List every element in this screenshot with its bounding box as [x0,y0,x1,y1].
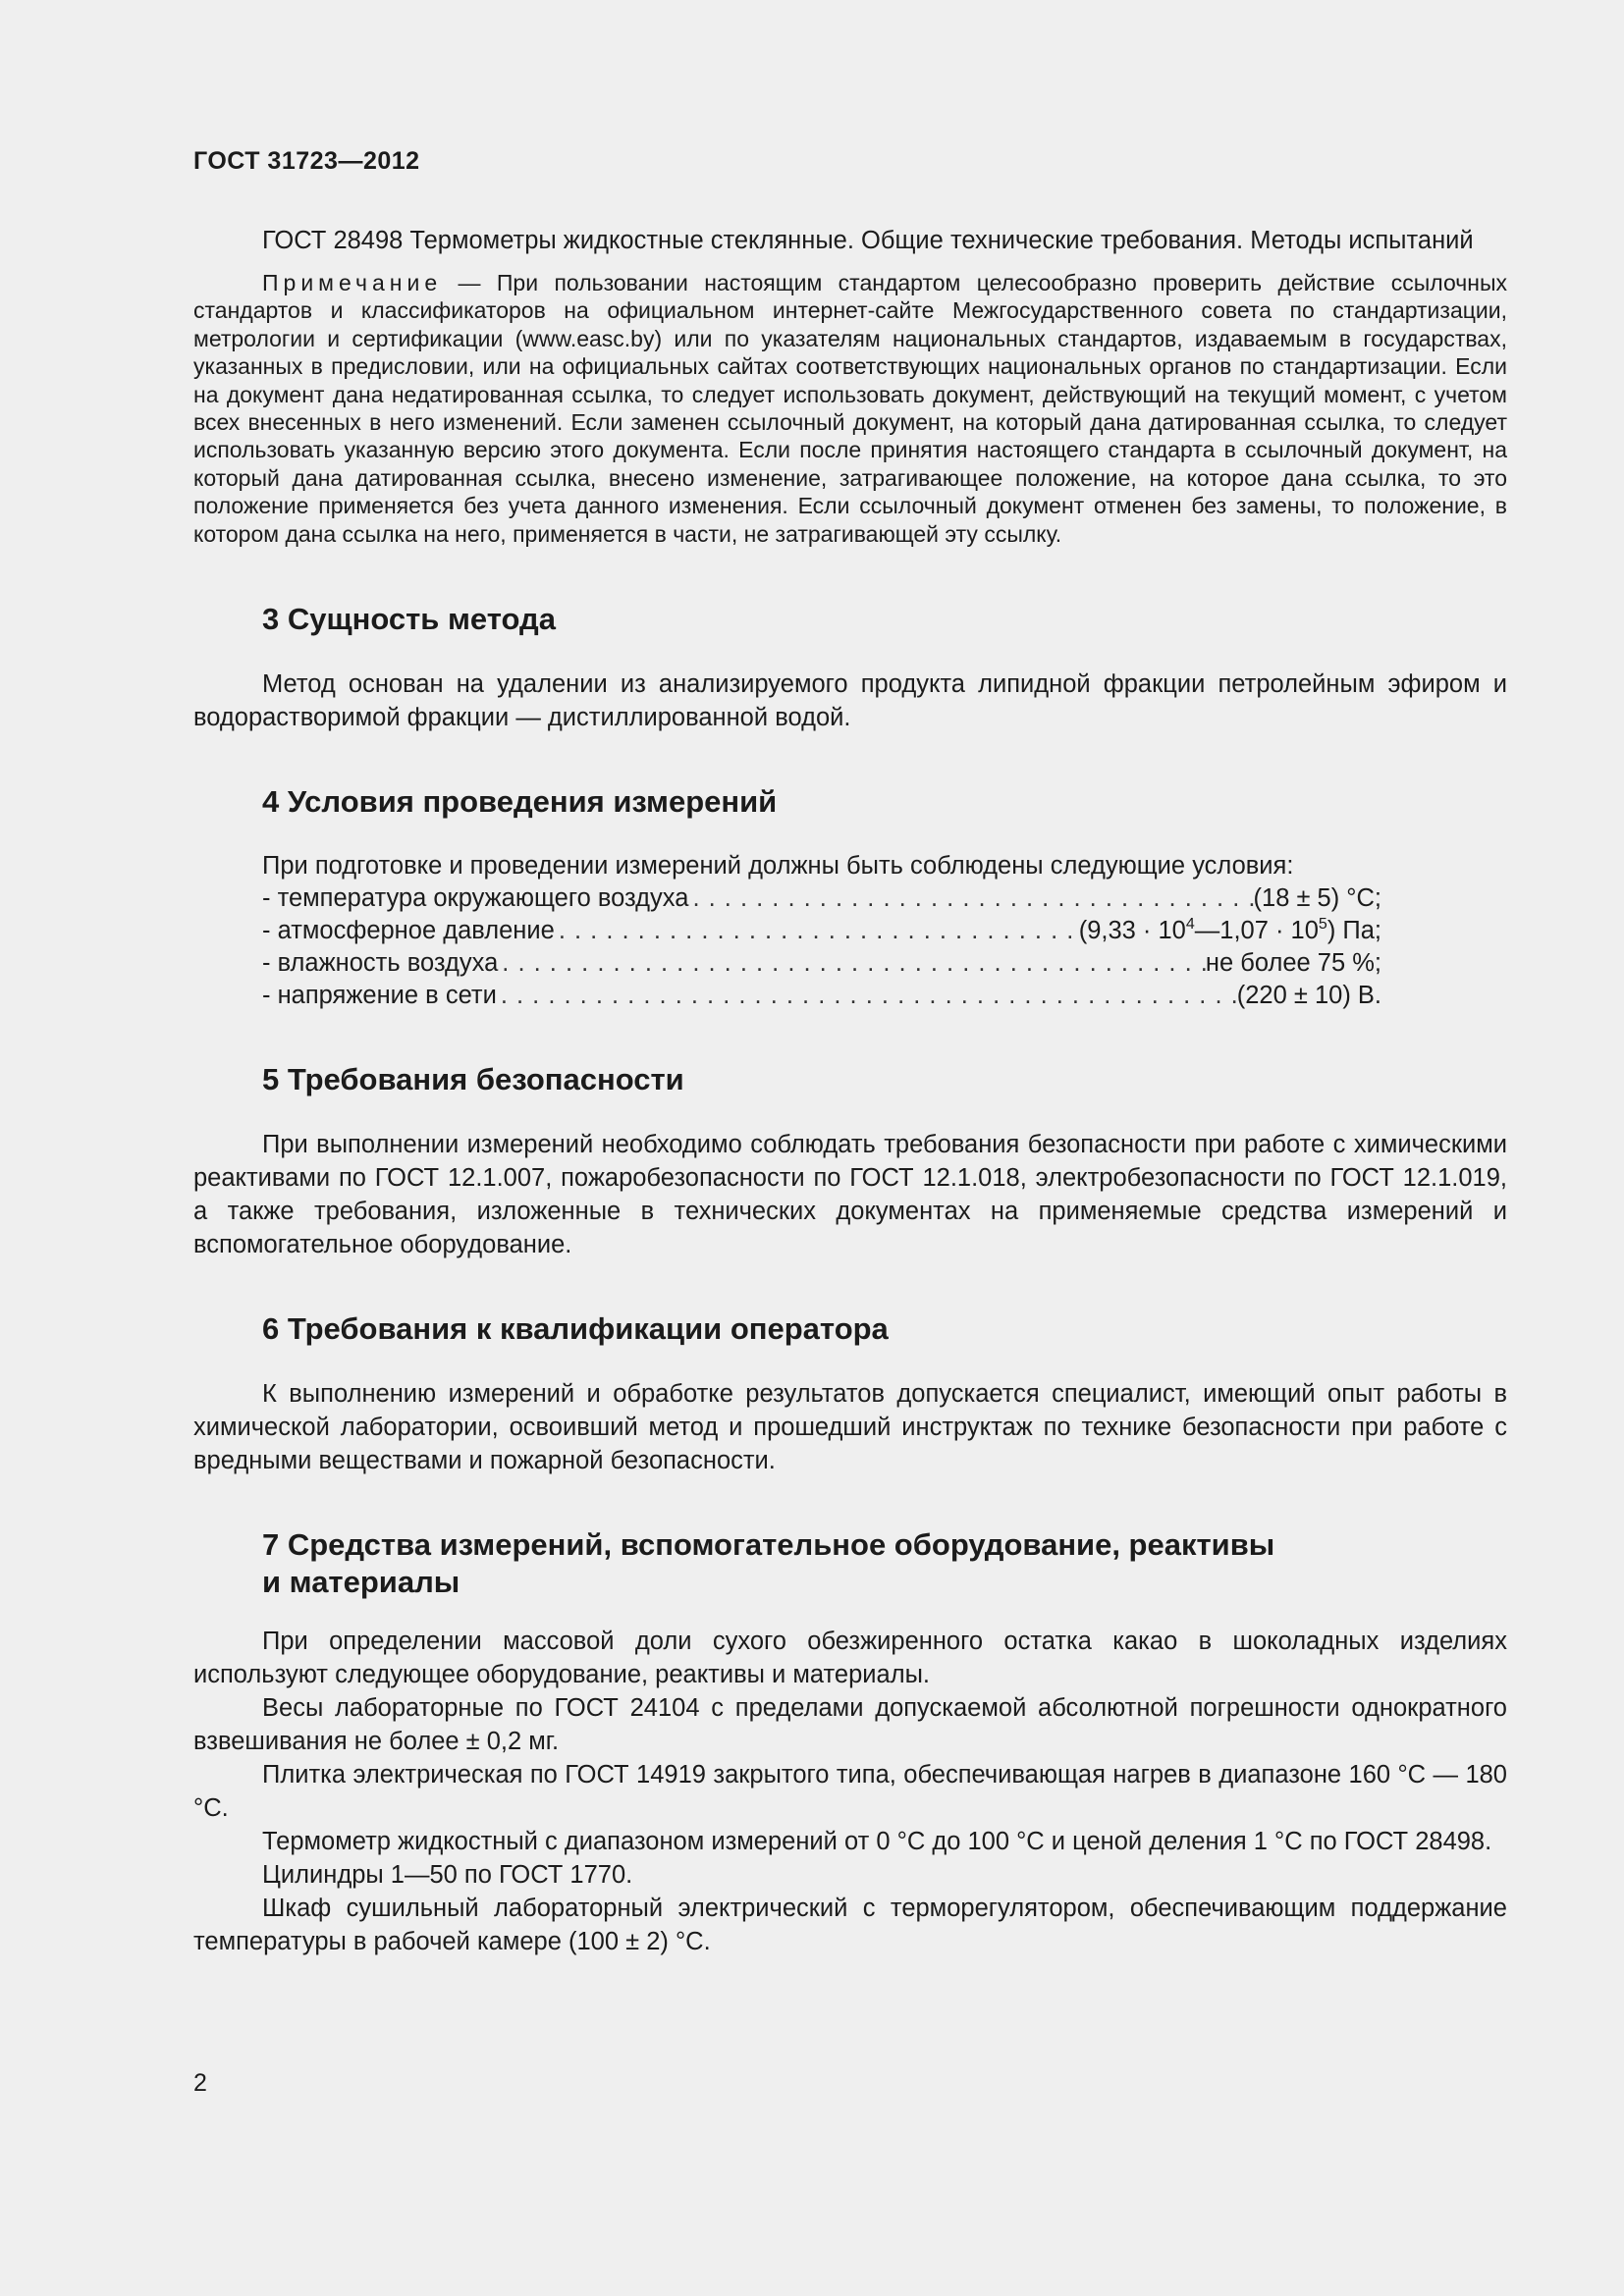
page-content [193,224,1507,1958]
dot-leader [555,915,1079,947]
pressure-part-b: —1,07 · 10 [1194,917,1319,945]
section-6-title: 6 Требования к квалификации оператора [262,1311,889,1347]
section-7-paragraph: Весы лабораторные по ГОСТ 24104 с пределами допускаемой абсолютной погрешности однократного взвешивания не более ± 0,2 мг. [193,1694,1507,1756]
condition-value: (220 ± 10) В. [1236,982,1381,1010]
page-header: ГОСТ 31723—2012 [193,147,420,175]
condition-value: не более 75 %; [1205,949,1381,978]
condition-voltage [262,980,1381,1012]
section-7-title [193,1526,1507,1601]
section-7-paragraph: При определении массовой доли сухого обезжиренного остатка какао в шоколадных изделиях используют следующее оборудование, реактивы и материалы. [193,1628,1507,1689]
section-6-text: К выполнению измерений и обработке результатов допускается специалист, имеющий опыт работы в химической лаборатории, освоивший метод и прошедший инструктаж по технике безопасности при работе с вредными веществами и пожарной безопасности. [193,1380,1507,1475]
section-3-title: 3 Сущность метода [262,602,556,637]
section-7-title-line-2: и материалы [262,1565,460,1600]
note-paragraph [193,269,1507,548]
condition-pressure [262,915,1381,947]
condition-label: - температура окружающего воздуха [262,884,689,913]
page-number: 2 [193,2069,207,2097]
condition-value [1079,915,1381,947]
pressure-exponent-b: 5 [1318,916,1327,934]
note-label: Примечание [262,270,443,295]
section-4-title: 4 Условия проведения измерений [262,784,778,820]
section-7-paragraph: Цилиндры 1—50 по ГОСТ 1770. [262,1861,633,1890]
dot-leader [498,947,1206,980]
pressure-part-c: ) Па; [1326,917,1381,945]
condition-humidity [262,947,1381,980]
section-3-text: Метод основан на удалении из анализируемого продукта липидной фракции петролейным эфиром и водорастворимой фракции — дистиллированной водой. [193,670,1507,732]
pressure-part-a: (9,33 · 10 [1078,917,1186,945]
condition-label: - атмосферное давление [262,917,555,945]
pressure-exponent-a: 4 [1185,916,1195,934]
dot-leader [688,882,1253,915]
section-5-text: При выполнении измерений необходимо соблюдать требования безопасности при работе с химическими реактивами по ГОСТ 12.1.007, пожаробезопасности по ГОСТ 12.1.018, электробезопасности по ГОСТ 12.1.019, а также требования, изложенные в технических документах на применяемые средства измерений и вспомогательное оборудование. [193,1131,1507,1259]
section-7-paragraph: Шкаф сушильный лабораторный электрический с терморегулятором, обеспечивающим поддержание температуры в рабочей камере (100 ± 2) °C. [193,1895,1507,1956]
condition-temperature [262,882,1381,915]
dot-leader [497,980,1237,1012]
condition-label: - напряжение в сети [262,982,497,1010]
section-5-title: 5 Требования безопасности [262,1062,684,1097]
condition-value: (18 ± 5) °C; [1253,884,1381,913]
condition-label: - влажность воздуха [262,949,499,978]
conditions-intro: При подготовке и проведении измерений должны быть соблюдены следующие условия: [262,852,1294,881]
section-7-paragraph: Плитка электрическая по ГОСТ 14919 закрытого типа, обеспечивающая нагрев в диапазоне 160 °C — 180 °C. [193,1761,1507,1823]
reference-gost-28498: ГОСТ 28498 Термометры жидкостные стеклянные. Общие технические требования. Методы испытаний [262,227,1474,254]
note-text: — При пользовании настоящим стандартом целесообразно проверить действие ссылочных стандартов и классификаторов на официальном интернет-сайте Межгосударственного совета по стандартизации, метрологии и сертификации (www.easc.by) или по указателям национальных стандартов, издаваемым в государствах, указанных в предисловии, или на официальных сайтах соответствующих национальных органов по стандартизации. Если на документ дана недатированная ссылка, то следует использовать документ, действующий на текущий момент, с учетом всех внесенных в него изменений. Если заменен ссылочный документ, на который дана датированная ссылка, то следует использовать указанную версию этого документа. Если после принятия настоящего стандарта в ссылочный документ, на который дана датированная ссылка, внесено изменение, затрагивающее положение, на которое дана ссылка, то это положение применяется без учета данного изменения. Если ссылочный документ отменен без замены, то положение, в котором дана ссылка на него, применяется в части, не затрагивающей эту ссылку. [193,270,1507,547]
section-7-title-line-1: 7 Средства измерений, вспомогательное оборудование, реактивы [262,1527,1275,1563]
section-7-paragraph: Термометр жидкостный с диапазоном измерений от 0 °C до 100 °C и ценой деления 1 °C по ГОСТ 28498. [262,1828,1492,1856]
